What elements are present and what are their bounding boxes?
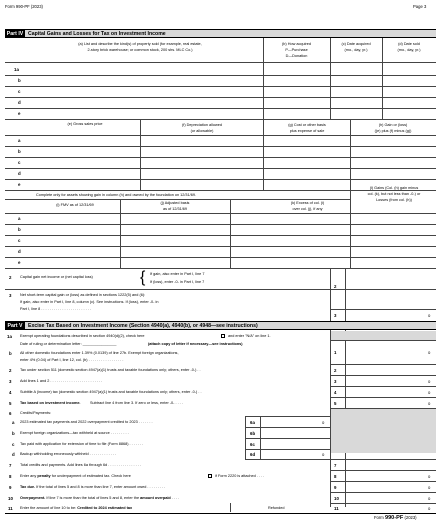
p5-line-8-cents: o (428, 474, 431, 479)
line-1a-extra: and enter "N/A" on line 1. (228, 334, 271, 338)
row-2a: a (18, 138, 21, 143)
p5-line-8-text: Enter any penalty for underpayment of estimated tax. Check here (20, 474, 131, 478)
col-c-header: (c) Date acquired (mo., day, yr.) (341, 42, 371, 52)
line-3-b: If gain, also enter in Part I, line 8, column (c). See instructions. If (loss), enter -0- in (20, 300, 159, 304)
p5-line-10-cents: o (428, 496, 431, 501)
row-1d: d (18, 100, 21, 105)
p5-line-10-num: 10 (8, 496, 13, 501)
line-6d-text: Backup withholding erroneously withheld . . . . . . . . . . . . . (20, 452, 117, 456)
line-6c-box: 6c (250, 442, 255, 447)
p5-line-7-num: 7 (9, 463, 12, 468)
p5-line-11-num: 11 (8, 506, 13, 511)
p5-line-9-num: 9 (9, 485, 12, 490)
p5-line-6-num: 6 (9, 411, 12, 416)
row-3c: c (18, 238, 21, 243)
p5-line-8-num: 8 (9, 474, 12, 479)
row-3a: a (18, 216, 21, 221)
line-6b-text: Exempt foreign organizations—tax withheld at source . . . . . . . . . (20, 431, 129, 435)
p5-line-11-refunded: Refunded (268, 506, 285, 510)
row-1b: b (18, 78, 21, 83)
line-6d-num: d (12, 452, 15, 457)
p5-line-5-label: Tax based on investment income. (20, 401, 81, 405)
part5-header (5, 321, 436, 330)
line-3-a: Net short-term capital gain or (loss) as defined in sections 1222(5) and (6): (20, 293, 146, 297)
p5-line-3-box: 3 (334, 379, 337, 384)
p5-line-5-cents: o (428, 401, 431, 406)
col-i-header: (i) FMV as of 12/31/69 (56, 203, 94, 207)
brace-icon: { (140, 269, 146, 286)
line-6a-num: a (12, 420, 15, 425)
line-6b-num: b (12, 431, 15, 436)
line-2-if-gain: If gain, also enter in Part I, line 7 (150, 272, 205, 276)
line-3-cents: o (428, 313, 431, 318)
line-1a-num: 1a (7, 334, 12, 339)
credits-title: Credits/Payments: (20, 411, 52, 415)
line-6a-box: 6a (250, 420, 255, 425)
row-1c: c (18, 89, 21, 94)
line-6d-cents: o (322, 452, 325, 457)
col-l-header: (l) Gains (Col. (h) gain minus col. (k), but not less than -0-) or Losses (from col. (h)) (367, 186, 421, 202)
col-j-header: (j) Adjusted basis as of 12/31/69 (160, 201, 190, 211)
p5-line-9-box: 9 (334, 485, 337, 490)
p5-line-10-box: 10 (334, 496, 339, 501)
p5-line-8-box: 8 (334, 474, 337, 479)
row-1e: e (18, 111, 21, 116)
col-d-header: (d) Date sold (mo., day, yr.) (397, 42, 421, 52)
p5-line-2-num: 2 (9, 368, 12, 373)
p5-line-9-text: Tax due. If the total of lines 5 and 8 is more than line 7, enter amount owed . . . . . . . . . (20, 485, 166, 489)
p5-line-4-text: Subtitle A (income) tax (domestic section 4947(a)(1) trusts and taxable foundations only; others, enter -0-) . . (20, 390, 202, 394)
col-h-header: (h) Gain or (loss) ((e) plus (f) minus (g)) (374, 123, 412, 133)
line-1a-text: Exempt operating foundations described in section 4940(d)(2), check here (20, 334, 145, 338)
p5-line-8-tail: if Form 2220 is attached . . . . (215, 474, 265, 478)
line-1a-shade (331, 331, 436, 340)
part4-label: Part IV (6, 31, 24, 37)
row-3d: d (18, 249, 21, 254)
line-1-box: 1 (334, 350, 337, 355)
p5-line-10-text: Overpayment. If line 7 is more than the total of lines 5 and 8, enter the amount overpaid . . . . (20, 496, 180, 500)
p5-line-3-num: 3 (9, 379, 12, 384)
line-2-if-loss: If (loss), enter -0- in Part I, line 7 (150, 280, 205, 284)
line-6d-box: 6d (250, 452, 256, 457)
line-6b-box: 6b (250, 431, 256, 436)
row-3b: b (18, 227, 21, 232)
p5-line-3-cents: o (428, 379, 431, 384)
row-2c: c (18, 160, 21, 165)
p5-line-3-text: Add lines 1 and 2 . . . . . . . . . . . . . . . . . . . . . . . . . (20, 379, 103, 383)
p5-line-11-cents: o (428, 506, 431, 511)
form-id: Form 990-PF (2023) (5, 4, 43, 9)
part5-label: Part V (5, 322, 25, 330)
p5-line-7-box: 7 (334, 463, 337, 468)
p5-line-5-text: Subtract line 4 from line 3. If zero or less, enter -0- . . . . (90, 401, 183, 405)
p5-line-9-cents: o (428, 485, 431, 490)
ruling-date-text: Date of ruling or determination letter: ________________ (20, 342, 117, 346)
p5-line-7-text: Total credits and payments. Add lines 6a through 6d . . . . . . . . . . . . . . . . (20, 463, 141, 467)
p5-line-2-text: Tax under section 511 (domestic section 4947(a)(1) trusts and taxable foundations only; others, enter -0-) . . (20, 368, 201, 372)
line-6a-cents: o (322, 420, 325, 425)
part4-header (5, 29, 436, 38)
row-1a: 1a (14, 67, 19, 72)
col-g-header: (g) Cost or other basis plus expense of sale (288, 123, 326, 133)
line-2-num: 2 (9, 275, 12, 280)
part4-title: Capital Gains and Losses for Tax on Investment Income (28, 31, 166, 37)
col-b-header: (b) How acquired P—Purchase D—Donation (282, 42, 311, 58)
line-1b-text: All other domestic foundations enter 1.39% (0.0139) of line 27b. Exempt foreign organizations, (20, 351, 179, 355)
p5-line-4-num: 4 (9, 390, 12, 395)
p5-line-5-box: 5 (334, 401, 337, 406)
line-1b-text2: enter 4% (0.04) of Part I, line 12, col. (b) . . . . . . . . . . . . . . . . . (20, 358, 124, 362)
line-1-cents: o (428, 350, 431, 355)
p5-line-5-num: 5 (9, 401, 12, 406)
col-e-header: (e) Gross sales price (67, 122, 103, 126)
form-2220-checkbox[interactable] (208, 474, 212, 478)
col-a-header: (a) List and describe the kind(s) of property sold (for example, real estate, 2-story brick warehouse; or common stock, 200 shs. MLC Co.) (78, 42, 202, 52)
exempt-operating-checkbox[interactable] (221, 334, 225, 338)
line-6c-num: c (12, 442, 15, 447)
line-3-c: Part I, line 8 . . . . . . . . . . . . . . . . . . . . . . . . (20, 307, 91, 311)
p5-line-4-cents: o (428, 390, 431, 395)
line-6c-text: Tax paid with application for extension of time to file (Form 8868) . . . . . . . (20, 442, 144, 446)
ruling-date-extra: (attach copy of letter if necessary—see instructions) (148, 342, 243, 346)
line-3-num: 3 (9, 293, 12, 298)
p5-line-2-box: 2 (334, 368, 337, 373)
row-2d: d (18, 171, 21, 176)
line-2-text: Capital gain net income or (net capital loss) (20, 275, 93, 279)
line-1b-num: b (9, 351, 12, 356)
col-f-header: (f) Depreciation allowed (or allowable) (182, 123, 222, 133)
p5-line-11-box: 11 (334, 506, 339, 511)
p5-line-4-box: 4 (334, 390, 337, 395)
line-6a-text: 2023 estimated tax payments and 2022 overpayment credited to 2023 . . . . . . . (20, 420, 153, 424)
line-3-box: 3 (334, 313, 337, 318)
complete-only-note: Complete only for assets showing gain in column (h) and owned by the foundation on 12/31/69. (36, 193, 196, 197)
row-3e: e (18, 260, 21, 265)
page-number: Page 3 (413, 4, 427, 9)
col-k-header: (k) Excess of col. (i) over col. (j), if any (290, 201, 325, 211)
p5-line-11-text: Enter the amount of line 10 to be: Credited to 2024 estimated tax (20, 506, 133, 510)
part5-title: Excise Tax Based on Investment Income (Section 4940(a), 4940(b), or 4948—see instructions) (28, 323, 258, 329)
footer-form: Form 990-PF (2023) (374, 515, 417, 521)
row-2e: e (18, 182, 21, 187)
line-6-shade (331, 409, 436, 453)
line-2-box: 2 (334, 284, 337, 289)
row-2b: b (18, 149, 21, 154)
